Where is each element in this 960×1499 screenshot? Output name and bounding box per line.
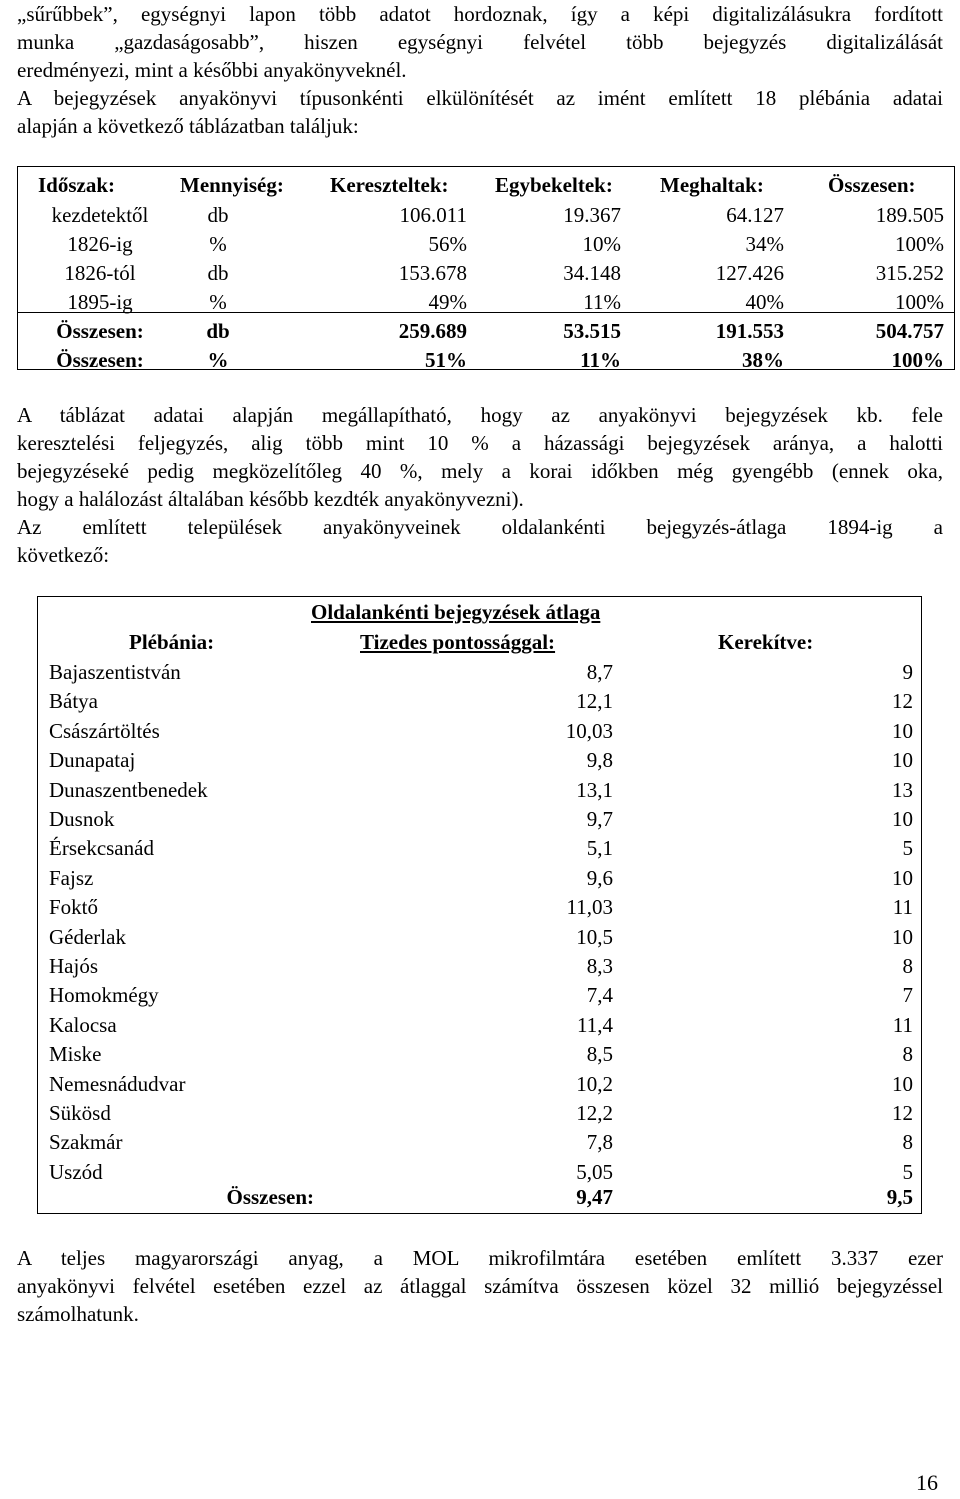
intro-line: „sűrűbbek”, egységnyi lapon több adatot hordoznak, így a képi digitalizálásukra fordított — [17, 2, 943, 26]
table-row — [38, 805, 921, 834]
table-cell: 56% — [428, 232, 467, 256]
table-cell: 11 — [892, 895, 913, 920]
table-cell: 12,1 — [576, 689, 613, 714]
table-cell: 9,7 — [586, 807, 613, 831]
table-cell: 5,1 — [586, 836, 613, 861]
table-cell: Uszód — [49, 1159, 103, 1184]
intro-paragraph — [17, 0, 943, 140]
col-header-married: Egybekeltek: — [495, 173, 613, 197]
table-cell: 100% — [891, 348, 944, 372]
table-row — [38, 1070, 921, 1099]
table-cell: 10 — [892, 807, 913, 831]
entry-type-table — [17, 166, 955, 370]
table-cell: Fajsz — [49, 865, 94, 890]
table-cell: % — [209, 290, 227, 314]
table-rule — [18, 312, 954, 313]
parish-average-table — [37, 596, 922, 1214]
table-total-row — [38, 1183, 921, 1212]
table-cell: 11,03 — [566, 895, 613, 920]
table-cell: 53.515 — [563, 319, 621, 343]
table-row — [38, 923, 921, 952]
table-cell: kezdetektől — [51, 203, 149, 227]
table-cell: 1895-ig — [67, 290, 133, 314]
table-cell: 51% — [425, 348, 467, 372]
table-cell: 5 — [902, 836, 913, 861]
col-header-total: Összesen: — [828, 173, 916, 197]
table-cell: Dusnok — [49, 807, 115, 831]
table-row — [18, 230, 954, 259]
total-rounded: 9,5 — [886, 1185, 913, 1209]
closing-line: anyakönyvi felvétel esetében ezzel az átlaggal számítva összesen közel 32 millió bejegyzéssel — [17, 1274, 943, 1298]
table-row — [38, 864, 921, 893]
table-cell: 64.127 — [726, 203, 784, 227]
table-cell: 8,5 — [586, 1042, 613, 1067]
table-cell: Dunapataj — [49, 748, 136, 773]
table-cell: 11 — [892, 1012, 913, 1037]
table-cell: 100% — [895, 232, 944, 256]
table-cell: 5,05 — [576, 1159, 613, 1184]
table-cell: 12,2 — [576, 1101, 613, 1125]
table-cell: Sükösd — [49, 1101, 111, 1125]
table-cell: 1826-tól — [64, 261, 136, 285]
table-row — [38, 1128, 921, 1157]
table-cell: 504.757 — [875, 319, 944, 343]
table-cell: 49% — [428, 290, 467, 314]
table-cell: 10% — [582, 232, 621, 256]
col-header-decimal: Tizedes pontossággal: — [360, 630, 556, 654]
table-cell: 5 — [902, 1159, 913, 1184]
table-cell: 10 — [892, 718, 913, 743]
table-cell: 259.689 — [398, 319, 467, 343]
table-cell: 12 — [892, 1101, 913, 1125]
table-cell: 11% — [580, 348, 621, 372]
table-cell: Bajaszentistván — [49, 660, 181, 684]
table-row — [18, 346, 954, 375]
table-row — [38, 746, 921, 775]
table-cell: % — [209, 232, 227, 256]
table-title-text: Oldalankénti bejegyzések átlaga — [311, 600, 601, 624]
table-header-row — [38, 628, 921, 657]
table-cell: 19.367 — [563, 203, 621, 227]
table-cell: 10 — [892, 748, 913, 773]
table-cell: Összesen: — [56, 348, 144, 372]
table-cell: 100% — [895, 290, 944, 314]
analysis-paragraph — [17, 401, 943, 569]
table-cell: 189.505 — [875, 203, 944, 227]
table-row — [38, 981, 921, 1010]
table-cell: Hajós — [49, 954, 98, 978]
table-row — [38, 952, 921, 981]
table-cell: 11% — [583, 290, 621, 314]
table-cell: 10 — [892, 865, 913, 890]
table-row — [38, 1040, 921, 1069]
table-cell: Kalocsa — [49, 1012, 117, 1037]
table-cell: Homokmégy — [49, 983, 159, 1008]
table-cell: 8,7 — [586, 660, 613, 684]
table-cell: Foktő — [49, 895, 99, 920]
table-cell: db — [207, 203, 229, 227]
table-cell: 8 — [902, 1042, 913, 1067]
table-row — [38, 776, 921, 805]
table-cell: 315.252 — [875, 261, 944, 285]
table-cell: 7,8 — [586, 1130, 613, 1155]
table-cell: db — [206, 319, 230, 343]
table-row — [18, 317, 954, 346]
table-cell: 10,2 — [576, 1071, 613, 1096]
table-cell: 8 — [902, 1130, 913, 1155]
table-cell: Szakmár — [49, 1130, 123, 1155]
table-row — [38, 687, 921, 716]
table-cell: 10,03 — [565, 718, 613, 743]
table-cell: 9,6 — [586, 865, 613, 890]
table-cell: Érsekcsanád — [49, 836, 154, 861]
col-header-period: Időszak: — [38, 173, 116, 197]
table-title — [38, 598, 921, 627]
table-row — [38, 658, 921, 687]
table-cell: Összesen: — [56, 319, 144, 343]
table-row — [38, 1011, 921, 1040]
table-row — [38, 893, 921, 922]
table-cell: Miske — [49, 1042, 102, 1067]
intro-line: munka „gazdaságosabb”, hiszen egységnyi felvétel több bejegyzés digitalizálását — [17, 30, 943, 54]
analysis-line: bejegyzéseké pedig megközelítőleg 40 %, mely a korai időkben még gyengébb (ennek oka, — [17, 459, 943, 483]
table-cell: 127.426 — [715, 261, 784, 285]
table-cell: Géderlak — [49, 924, 126, 949]
analysis-line: hogy a halálozást általában később kezdték anyakönyvezni). — [17, 487, 524, 511]
table-row — [38, 717, 921, 746]
table-cell: 10,5 — [576, 924, 613, 949]
analysis-line: keresztelési feljegyzés, alig több mint 10 % a házassági bejegyzések aránya, a halotti — [17, 431, 943, 455]
table-cell: 38% — [742, 348, 784, 372]
closing-line: számolhatunk. — [17, 1302, 139, 1326]
total-decimal: 9,47 — [576, 1185, 613, 1209]
table-row — [18, 201, 954, 230]
col-header-parish: Plébánia: — [129, 630, 215, 654]
table-cell: 34% — [745, 232, 784, 256]
page-number: 16 — [916, 1470, 938, 1495]
analysis-line: Az említett települések anyakönyveinek oldalankénti bejegyzés-átlaga 1894-ig a — [17, 515, 943, 539]
closing-line: A teljes magyarországi anyag, a MOL mikrofilmtára esetében említett 3.337 ezer — [17, 1246, 943, 1270]
analysis-line: A táblázat adatai alapján megállapítható, hogy az anyakönyvi bejegyzések kb. fele — [17, 403, 943, 427]
intro-line: eredményezi, mint a későbbi anyakönyveknél. — [17, 58, 407, 82]
table-cell: db — [207, 261, 229, 285]
intro-line: alapján a következő táblázatban találjuk: — [17, 114, 359, 138]
table-cell: 11,4 — [577, 1012, 613, 1037]
col-header-quantity: Mennyiség: — [180, 173, 284, 197]
table-cell: Nemesnádudvar — [49, 1071, 186, 1096]
table-cell: Dunaszentbenedek — [49, 777, 208, 802]
col-header-deceased: Meghaltak: — [660, 173, 764, 197]
analysis-line: következő: — [17, 543, 110, 567]
table-cell: 13 — [892, 777, 913, 802]
table-cell: 153.678 — [398, 261, 467, 285]
table-cell: 40% — [745, 290, 784, 314]
table-cell: 10 — [892, 1071, 913, 1096]
table-cell: 13,1 — [576, 777, 613, 802]
table-cell: 8 — [902, 954, 913, 978]
table-cell: 10 — [892, 924, 913, 949]
closing-paragraph — [17, 1244, 943, 1328]
table-cell: % — [207, 348, 229, 372]
table-cell: 9 — [902, 660, 913, 684]
table-cell: 7 — [902, 983, 913, 1008]
col-header-baptized: Kereszteltek: — [330, 173, 449, 197]
table-cell: 106.011 — [399, 203, 467, 227]
table-cell: 8,3 — [586, 954, 613, 978]
intro-line: A bejegyzések anyakönyvi típusonkénti elkülönítését az imént említett 18 plébánia adatai — [17, 86, 943, 110]
table-cell: Bátya — [49, 689, 98, 714]
total-label: Összesen: — [226, 1185, 314, 1209]
table-row — [18, 259, 954, 288]
table-cell: 1826-ig — [67, 232, 133, 256]
table-header-row — [18, 171, 954, 200]
table-cell: 7,4 — [586, 983, 613, 1008]
table-cell: Császártöltés — [49, 718, 160, 743]
table-cell: 12 — [892, 689, 913, 714]
table-cell: 34.148 — [563, 261, 621, 285]
table-cell: 191.553 — [715, 319, 784, 343]
table-row — [38, 834, 921, 863]
table-cell: 9,8 — [586, 748, 613, 773]
col-header-rounded: Kerekítve: — [718, 630, 814, 654]
table-row — [38, 1099, 921, 1128]
